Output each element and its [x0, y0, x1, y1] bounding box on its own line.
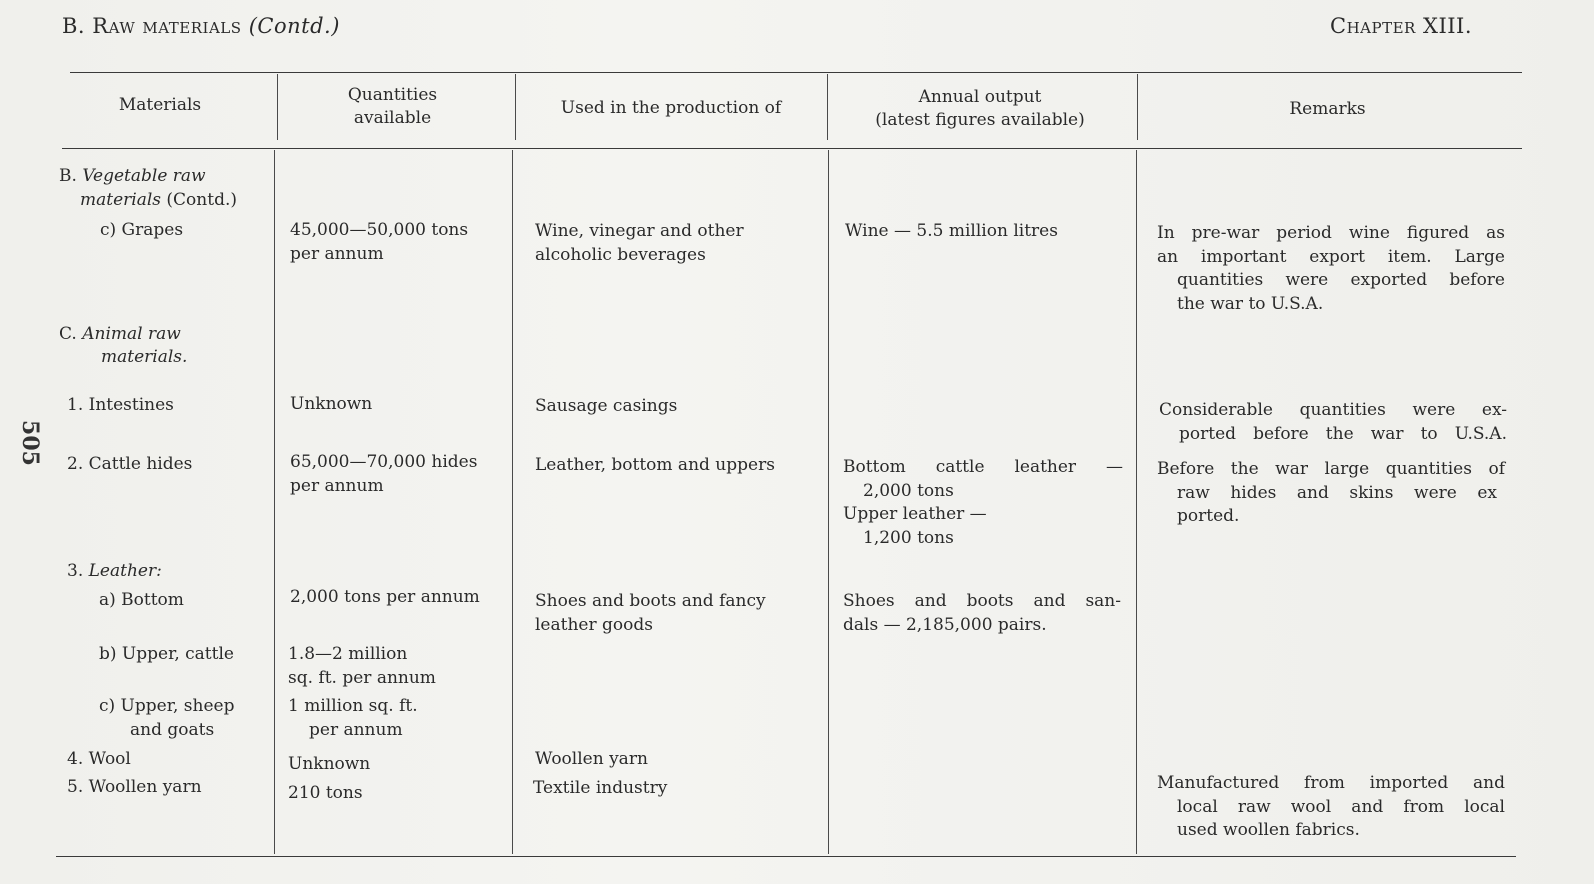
row-bottom-qty: 2,000 tons per annum [290, 587, 480, 607]
col-header-annual [845, 86, 1115, 132]
veg-heading-title: Vegetable raw [82, 166, 206, 186]
row-bottom-label: a) Bottom [99, 590, 184, 610]
col-header-remarks: Remarks [1289, 99, 1366, 119]
row-hides-used: Leather, bottom and uppers [535, 455, 775, 475]
row-upper-cattle-label: b) Upper, cattle [99, 644, 234, 664]
row-upper-sheep-label [99, 695, 234, 742]
row-bottom-out-line1: Shoes and boots and san- [843, 591, 1121, 611]
row-hides-qty-line1: 65,000—70,000 hides [290, 452, 478, 472]
row-grapes-label: c) Grapes [100, 220, 184, 240]
animal-heading-title: Animal raw [82, 324, 181, 344]
row-hides-qty-line2: per annum [290, 475, 384, 496]
row-grapes-output: Wine — 5.5 million litres [845, 221, 1058, 241]
row-grapes-rem-line4: the war to U.S.A. [1177, 293, 1324, 314]
row-hides-out-line3: Upper leather — [843, 504, 987, 524]
veg-heading-line2 [80, 189, 237, 213]
row-upper-sheep-qty [288, 695, 418, 742]
row-bottom-used-line1: Shoes and boots and fancy [535, 591, 766, 611]
section-contd: (Contd.) [248, 14, 340, 38]
table-top-rule [70, 72, 1522, 73]
row-yarn-rem-line2: local raw wool and from local [1177, 796, 1505, 817]
row-bottom-out-line2: dals — 2,185,000 pairs. [843, 614, 1047, 635]
row-grapes-rem-line3: quantities were exported before [1177, 270, 1505, 290]
row-grapes-used-line1: Wine, vinegar and other [535, 221, 744, 241]
row-grapes-qty-line2: per annum [290, 243, 384, 264]
row-intestines-rem-line1: Considerable quantities were ex- [1159, 400, 1507, 420]
table-bottom-rule [56, 856, 1516, 857]
row-yarn-remarks [1157, 772, 1505, 843]
col-divider-3a [827, 74, 828, 140]
row-grapes-rem-line2: an important export item. Large [1157, 246, 1505, 267]
row-yarn-qty: 210 tons [288, 783, 363, 803]
row-upper-cattle-qty-line1: 1.8—2 million [288, 644, 408, 664]
row-wool-label: 4. Wool [67, 749, 131, 769]
row-yarn-rem-line3: used woollen fabrics. [1177, 820, 1360, 840]
row-wool-used: Woollen yarn [535, 749, 648, 769]
col-divider-1a [277, 74, 278, 140]
row-yarn-used: Textile industry [533, 778, 668, 798]
section-title: Raw materials [92, 14, 242, 38]
row-hides-rem-line2: raw hides and skins were ex [1177, 482, 1497, 503]
row-upper-cattle-qty-line2: sq. ft. per annum [288, 667, 436, 688]
row-intestines-used: Sausage casings [535, 396, 678, 416]
col-header-materials: Materials [118, 95, 202, 115]
row-intestines-remarks [1159, 399, 1507, 446]
row-hides-remarks [1157, 458, 1505, 529]
col-header-annual-line1: Annual output [918, 87, 1042, 107]
row-upper-sheep-label-line1: c) Upper, sheep [99, 696, 235, 716]
section-letter: B. [62, 14, 86, 38]
row-hides-qty [290, 451, 477, 498]
row-bottom-used [535, 590, 766, 637]
row-upper-sheep-label-line2: and goats [130, 719, 215, 740]
row-hides-out-line2: 2,000 tons [863, 480, 954, 501]
row-hides-rem-line3: ported. [1177, 506, 1240, 526]
row-grapes-used [535, 220, 744, 267]
row-grapes-remarks [1157, 222, 1505, 316]
row-grapes-used-line2: alcoholic beverages [535, 244, 706, 265]
row-grapes-qty [290, 219, 468, 266]
row-hides-label: 2. Cattle hides [67, 454, 193, 474]
row-intestines-rem-line2: ported before the war to U.S.A. [1179, 423, 1507, 444]
page-number: 505 [16, 420, 43, 466]
row-bottom-output [843, 590, 1121, 637]
row-upper-sheep-qty-line1: 1 million sq. ft. [288, 696, 418, 716]
row-grapes-rem-line1: In pre-war period wine figured as [1157, 223, 1505, 243]
row-intestines-label: 1. Intestines [67, 395, 174, 415]
col-header-quantities-line1: Quantities [347, 85, 438, 105]
row-yarn-rem-line1: Manufactured from imported and [1157, 773, 1505, 793]
col-divider-2b [512, 150, 513, 854]
row-leather-title: Leather: [88, 561, 162, 581]
row-intestines-qty: Unknown [290, 394, 373, 414]
row-bottom-used-line2: leather goods [535, 614, 653, 635]
row-upper-cattle-qty [288, 643, 436, 690]
row-hides-out-line4: 1,200 tons [863, 527, 954, 548]
animal-heading-materials: materials. [101, 347, 188, 367]
row-grapes-qty-line1: 45,000—50,000 tons [290, 220, 469, 240]
col-header-quantities [290, 84, 495, 130]
veg-heading-contd: (Contd.) [166, 190, 237, 210]
animal-heading-letter: C. [59, 324, 77, 344]
row-upper-sheep-qty-line2: per annum [309, 719, 403, 740]
col-divider-1b [274, 150, 275, 854]
col-header-annual-line2: (latest figures available) [875, 110, 1085, 130]
row-wool-qty: Unknown [288, 754, 371, 774]
col-header-quantities-line2: available [353, 108, 432, 128]
col-divider-2a [515, 74, 516, 140]
col-header-used: Used in the production of [560, 98, 782, 118]
row-hides-out-line1: Bottom cattle leather — [843, 457, 1123, 477]
veg-heading [59, 165, 206, 189]
row-leather-heading [67, 560, 162, 584]
col-divider-3b [828, 150, 829, 854]
row-yarn-label: 5. Woollen yarn [67, 777, 202, 797]
row-leather-num: 3. [67, 561, 84, 581]
animal-heading [59, 323, 181, 347]
row-hides-output [843, 456, 1123, 550]
veg-heading-materials: materials [80, 190, 162, 210]
table-header-rule [62, 148, 1522, 149]
veg-heading-letter: B. [59, 166, 77, 186]
row-hides-rem-line1: Before the war large quantities of [1157, 459, 1505, 479]
chapter-title: Chapter XIII. [1330, 14, 1473, 38]
col-divider-4b [1136, 150, 1137, 854]
col-divider-4a [1137, 74, 1138, 140]
section-header [62, 14, 340, 38]
